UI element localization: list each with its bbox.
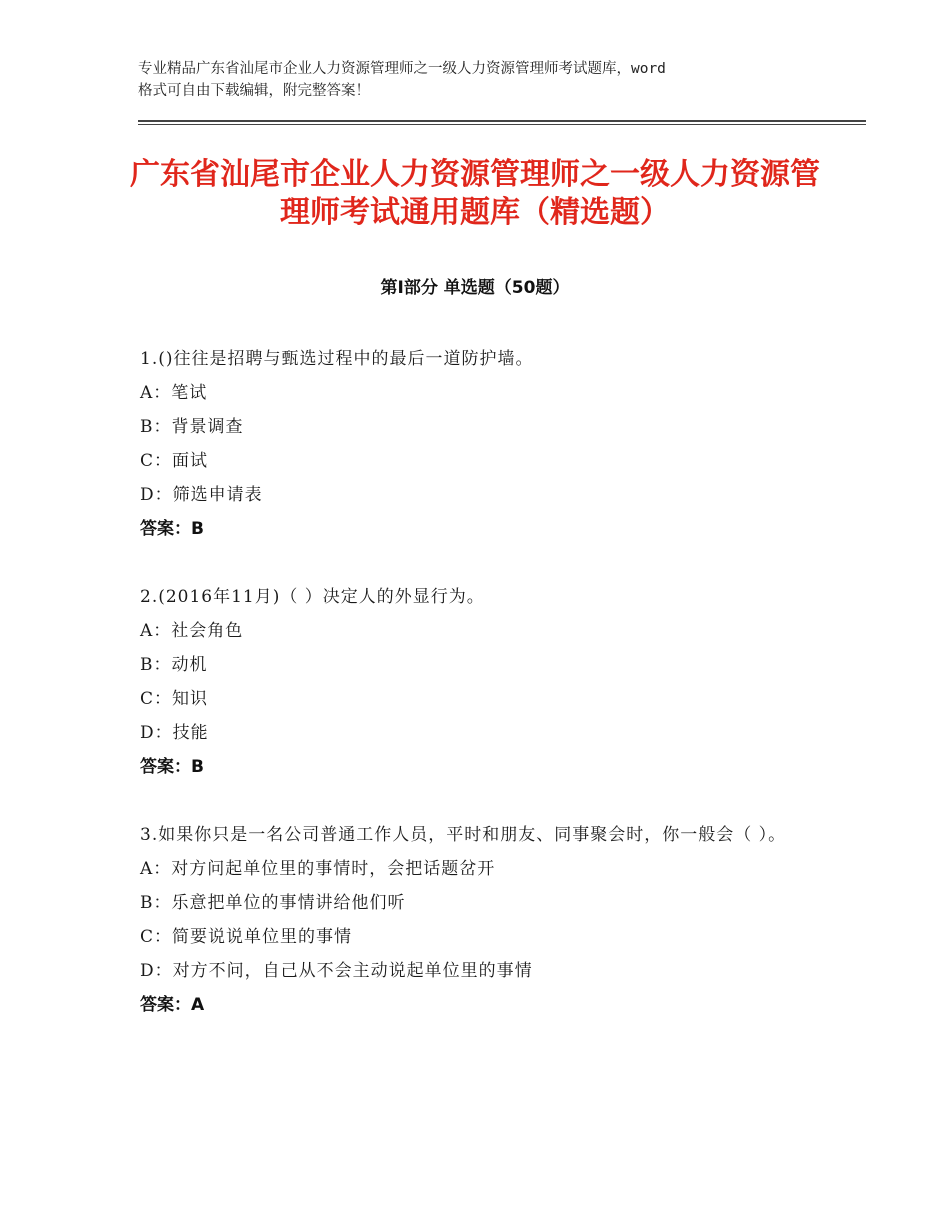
answer: 答案：B	[140, 757, 204, 777]
option-c: C：知识	[140, 689, 209, 709]
question-1	[140, 342, 820, 546]
option-a: A：社会角色	[140, 621, 244, 641]
option-d: D：技能	[140, 723, 209, 743]
section-title: 第Ⅰ部分 单选题（50题）	[380, 278, 570, 298]
question-2	[140, 580, 820, 784]
header-divider-thick	[138, 120, 866, 122]
option-b: B：动机	[140, 655, 208, 675]
header-divider-thin	[138, 124, 866, 125]
option-b: B：背景调查	[140, 417, 244, 437]
option-a: A：对方问起单位里的事情时，会把话题岔开	[140, 859, 496, 879]
option-c: C：面试	[140, 451, 209, 471]
option-d: D：筛选申请表	[140, 485, 263, 505]
option-c: C：简要说说单位里的事情	[140, 927, 353, 947]
question-stem: 2.(2016年11月)（ ）决定人的外显行为。	[140, 587, 485, 607]
question-stem: 3.如果你只是一名公司普通工作人员，平时和朋友、同事聚会时，你一般会（ ）。	[140, 825, 787, 845]
option-a: A：笔试	[140, 383, 208, 403]
header-note: 专业精品广东省汕尾市企业人力资源管理师之一级人力资源管理师考试题库，word 格式可自由下载编辑，附完整答案！	[138, 61, 666, 99]
option-d: D：对方不问，自己从不会主动说起单位里的事情	[140, 961, 533, 981]
question-3	[140, 818, 820, 1022]
question-stem: 1.()往往是招聘与甄选过程中的最后一道防护墙。	[140, 349, 534, 369]
answer: 答案：B	[140, 519, 204, 539]
document-title: 广东省汕尾市企业人力资源管理师之一级人力资源管理师考试通用题库（精选题）	[130, 157, 820, 230]
question-list	[140, 342, 820, 1056]
option-b: B：乐意把单位的事情讲给他们听	[140, 893, 406, 913]
answer: 答案：A	[140, 995, 205, 1015]
